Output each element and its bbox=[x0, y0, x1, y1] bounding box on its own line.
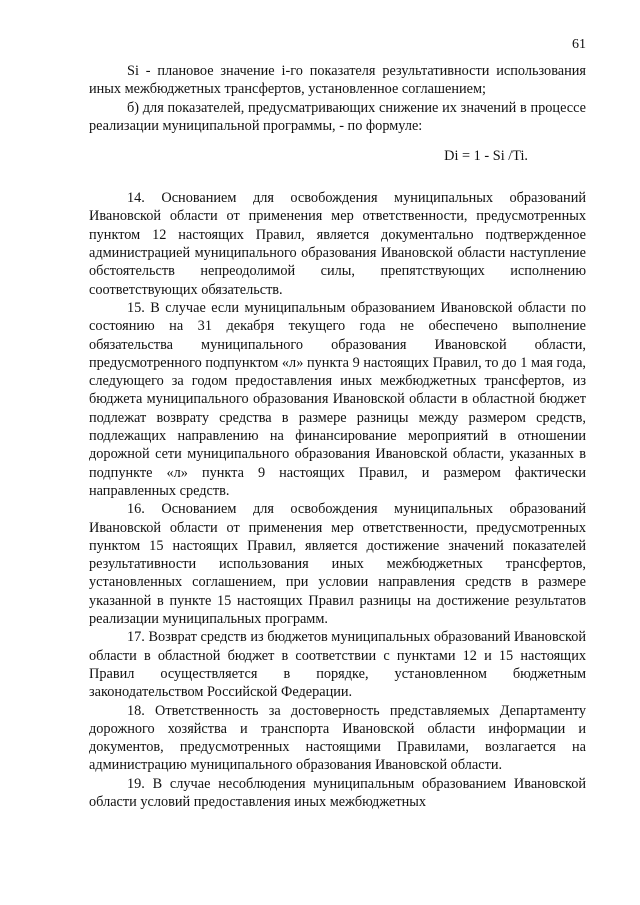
paragraph-18: 18. Ответственность за достоверность представляемых Департаменту дорожного хозяйства и транспорта Ивановской области информации и документов, предусмотренных настоящими Правилами, возлагается на администрацию муниципального образования Ивановской области. bbox=[89, 702, 586, 774]
paragraph-15: 15. В случае если муниципальным образованием Ивановской области по состоянию на 31 декабря текущего года не обеспечено выполнение обязательства муниципального образования Ивановской области, предусмотренного подпунктом «л» пункта 9 настоящих Правил, то до 1 мая года, следующего за годом предоставления иных межбюджетных трансфертов, из бюджета муниципального образования Ивановской области в областной бюджет подлежат возврату средства в размере разницы между размером средств, подлежащих направлению на финансирование мероприятий в отношении дорожной сети муниципального образования Ивановской области, указанных в подпункте «л» пункта 9 настоящих Правил, и размером фактически направленных средств. bbox=[89, 299, 586, 499]
paragraph-16: 16. Основанием для освобождения муниципальных образований Ивановской области от применения мер ответственности, предусмотренных пунктом 15 настоящих Правил, является достижение значений показателей результативности использования иных межбюджетных трансфертов, установленных соглашением, при условии направления средств в размере указанной в пункте 15 настоящих Правил разницы на достижение результатов реализации муниципальных программ. bbox=[89, 501, 586, 628]
page-number: 61 bbox=[572, 37, 586, 52]
formula: Di = 1 - Si /Ti. bbox=[444, 148, 528, 165]
paragraph-si-definition: Si - плановое значение i-го показателя результативности использования иных межбюджетных трансфертов, установленное соглашением; bbox=[89, 63, 586, 98]
document-body bbox=[89, 62, 586, 811]
paragraph-17: 17. Возврат средств из бюджетов муниципальных образований Ивановской области в областной бюджет в соответствии с пунктами 12 и 15 настоящих Правил осуществляется в порядке, установленном бюджетным законодательством Российской Федерации. bbox=[89, 629, 586, 701]
paragraph-19: 19. В случае несоблюдения муниципальным образованием Ивановской области условий предоставления иных межбюджетных bbox=[89, 775, 586, 810]
paragraph-14: 14. Основанием для освобождения муниципальных образований Ивановской области от применения мер ответственности, предусмотренных пунктом 12 настоящих Правил, является документально подтвержденное администрацией муниципального образования Ивановской области наступление обстоятельств непреодолимой силы, препятствующих исполнению соответствующих обязательств. bbox=[89, 190, 586, 298]
paragraph-item-b: б) для показателей, предусматривающих снижение их значений в процессе реализации муниципальной программы, - по формуле: bbox=[89, 99, 586, 134]
